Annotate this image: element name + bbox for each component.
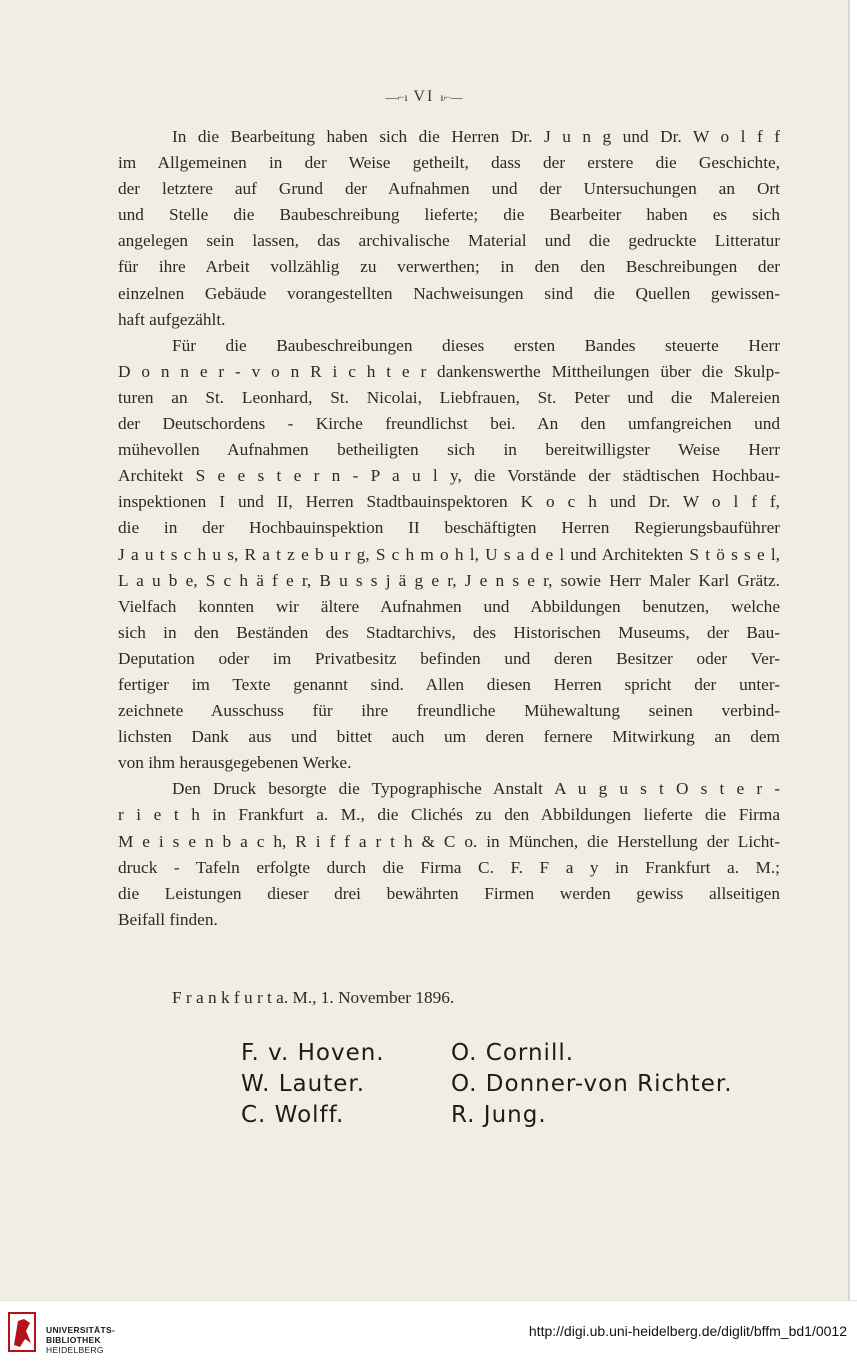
text-line: inspektionen I und II, Herren Stadtbauinspektoren K o c h und Dr. W o l f f, — [118, 492, 780, 512]
text-line: von ihm herausgegebenen Werke. — [118, 753, 352, 773]
text-line: für ihre Arbeit vollzählig zu verwerthen; in den den Beschreibungen der — [118, 257, 780, 277]
text-line: Für die Baubeschreibungen dieses ersten Bandes steuerte Herr — [172, 335, 780, 355]
text-line: turen an St. Leonhard, St. Nicolai, Liebfrauen, St. Peter und die Malereien — [118, 387, 780, 407]
text-line: M e i s e n b a c h, R i f f a r t h & C o. in München, die Herstellung der Licht- — [118, 831, 780, 851]
signature-right-1: O. Cornill. — [451, 1040, 575, 1066]
text-line: Deputation oder im Privatbesitz befinden und deren Besitzer oder Ver- — [118, 648, 780, 668]
signature-left-1: F. v. Hoven. — [241, 1040, 385, 1066]
library-logo[interactable] — [8, 1309, 128, 1355]
text-line: Architekt S e e s t e r n - P a u l y, die Vorstände der städtischen Hochbau- — [118, 466, 780, 486]
signature-right-3: R. Jung. — [451, 1102, 547, 1128]
signature-left-2: W. Lauter. — [241, 1071, 366, 1097]
text-line: die Leistungen dieser drei bewährten Firmen werden gewiss allseitigen — [118, 883, 780, 903]
source-url-link[interactable]: http://digi.ub.uni-heidelberg.de/diglit/bffm_bd1/0012 — [528, 1323, 847, 1339]
text-line: der Deutschordens - Kirche freundlichst bei. An den umfangreichen und — [118, 414, 780, 434]
text-line: zeichnete Ausschuss für ihre freundliche Mühewaltung seinen verbind- — [118, 701, 780, 721]
text-line: Vielfach konnten wir ältere Aufnahmen und Abbildungen benutzen, welche — [118, 596, 780, 616]
signature-right-2: O. Donner-von Richter. — [451, 1071, 733, 1097]
page-header — [0, 88, 848, 106]
page-number: VI — [413, 88, 435, 105]
text-line: D o n n e r - v o n R i c h t e r dankenswerthe Mittheilungen über die Skulp- — [118, 361, 780, 381]
ornament-left: —⌐ı — [385, 89, 408, 104]
body-text — [118, 124, 780, 933]
text-line: J a u t s c h u s, R a t z e b u r g, S c h m o h l, U s a d e l und Architekten S t ö s s e l, — [118, 544, 780, 564]
footer-bar — [0, 1300, 857, 1363]
text-line: lichsten Dank aus und bittet auch um deren fernere Mitwirkung an dem — [118, 727, 780, 747]
text-line: sich in den Beständen des Stadtarchivs, des Historischen Museums, der Bau- — [118, 622, 780, 642]
library-logo-text — [46, 1325, 115, 1355]
text-line: L a u b e, S c h ä f e r, B u s s j ä g e r, J e n s e r, sowie Herr Maler Karl Grätz. — [118, 570, 780, 590]
text-line: der letztere auf Grund der Aufnahmen und der Untersuchungen an Ort — [118, 179, 780, 199]
signature-left-3: C. Wolff. — [241, 1102, 345, 1128]
text-line: die in der Hochbauinspektion II beschäftigten Herren Regierungsbauführer — [118, 518, 780, 538]
ornament-right: ı⌐— — [440, 89, 463, 104]
text-line: druck - Tafeln erfolgte durch die Firma C. F. F a y in Frankfurt a. M.; — [118, 857, 780, 877]
logo-line-2: BIBLIOTHEK — [46, 1335, 101, 1345]
text-line: haft aufgezählt. — [118, 309, 226, 329]
text-line: angelegen sein lassen, das archivalische Material und die gedruckte Litteratur — [118, 231, 780, 251]
text-line: im Allgemeinen in der Weise getheilt, dass der erstere die Geschichte, — [118, 153, 780, 173]
text-line: mühevollen Aufnahmen betheiligten sich in bereitwilligster Weise Herr — [118, 440, 780, 460]
logo-line-3: HEIDELBERG — [46, 1345, 104, 1355]
heidelberg-lion-icon — [8, 1309, 38, 1355]
text-line: einzelnen Gebäude vorangestellten Nachweisungen sind die Quellen gewissen- — [118, 283, 780, 303]
text-line: In die Bearbeitung haben sich die Herren Dr. J u n g und Dr. W o l f f — [172, 127, 780, 146]
text-line: und Stelle die Baubeschreibung lieferte; die Bearbeiter haben es sich — [118, 205, 780, 225]
text-line: Den Druck besorgte die Typographische Anstalt A u g u s t O s t e r - — [172, 779, 780, 799]
text-line: r i e t h in Frankfurt a. M., die Clichés zu den Abbildungen lieferte die Firma — [118, 805, 780, 825]
text-line: Beifall finden. — [118, 909, 218, 929]
date-line: F r a n k f u r t a. M., 1. November 1896. — [172, 988, 455, 1007]
logo-line-1: UNIVERSITÄTS- — [46, 1325, 116, 1335]
text-line: fertiger im Texte genannt sind. Allen diesen Herren spricht der unter- — [118, 674, 780, 694]
